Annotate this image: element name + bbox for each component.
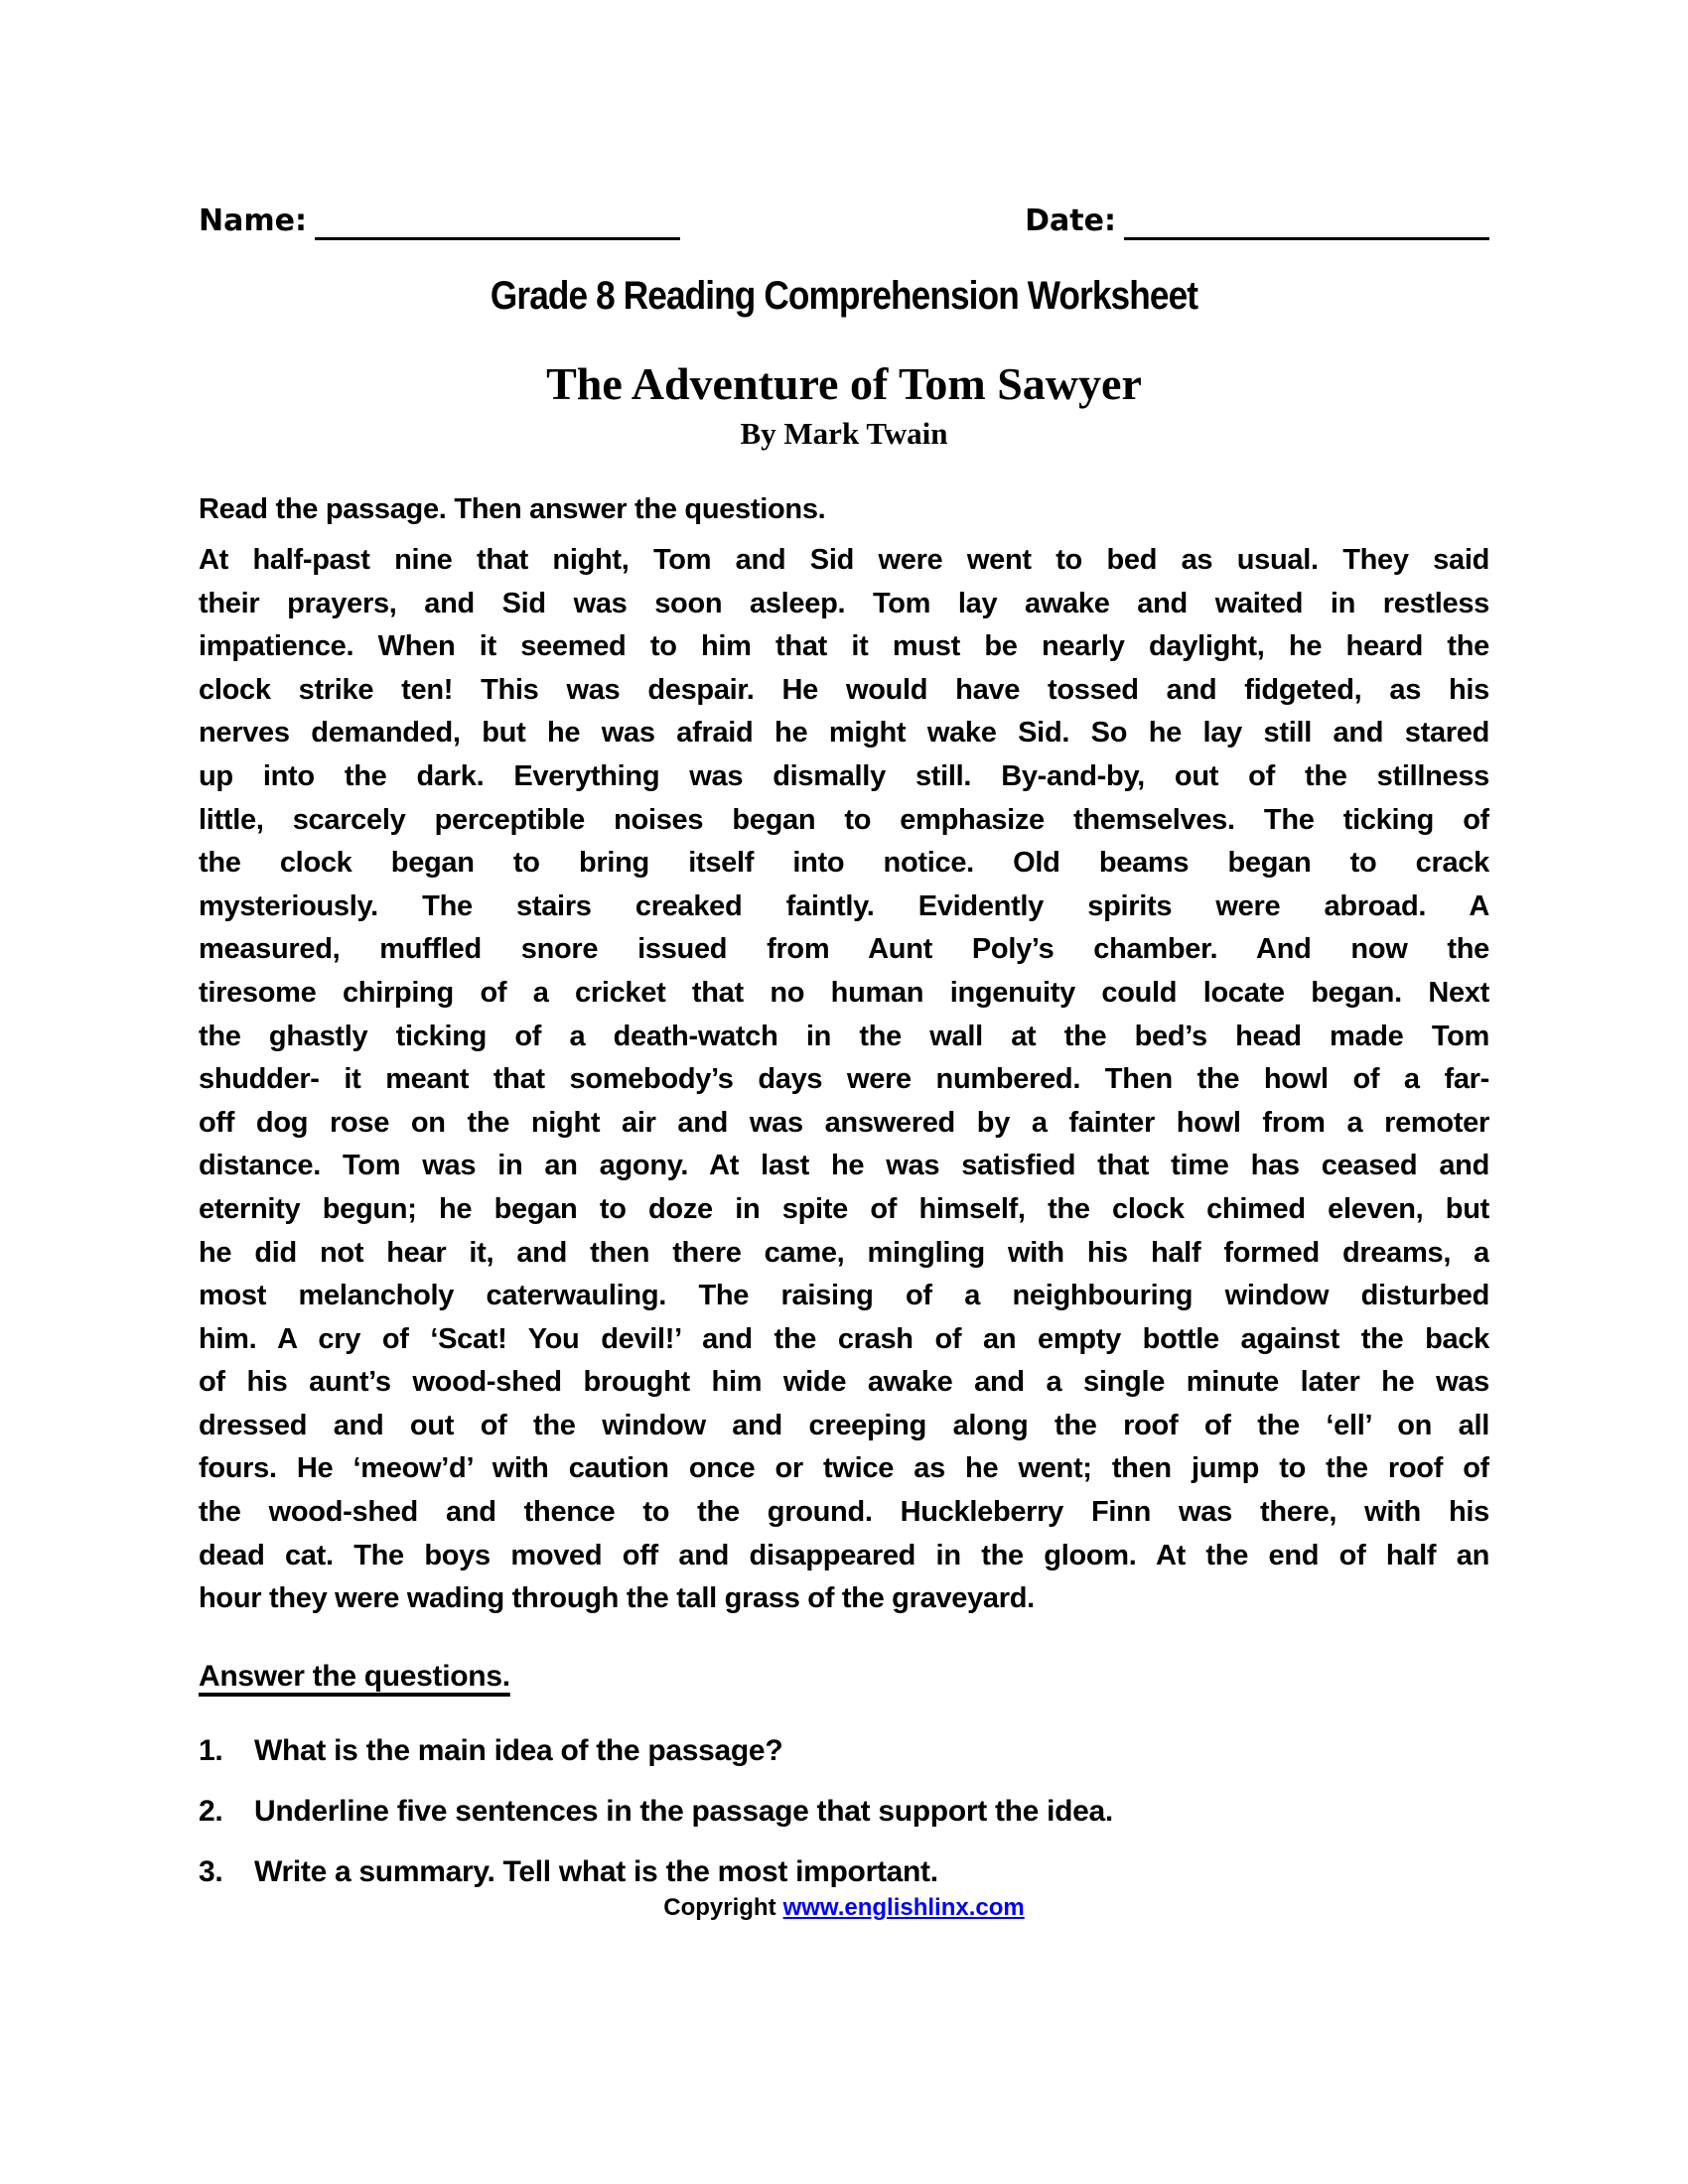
- question-number: 2.: [199, 1795, 223, 1828]
- passage-title: The Adventure of Tom Sawyer: [546, 358, 1142, 409]
- passage-line: little, scarcely perceptible noises began to emphasize themselves. The ticking of: [199, 803, 1489, 836]
- passage-line: off dog rose on the night air and was answered by a fainter howl from a remoter: [199, 1106, 1489, 1139]
- date-label: Date:: [1025, 204, 1116, 238]
- passage-line: dressed and out of the window and creeping along the roof of the ‘ell’ on all: [199, 1409, 1489, 1441]
- passage-line: eternity begun; he began to doze in spite of himself, the clock chimed eleven, but: [199, 1192, 1489, 1225]
- passage-line: up into the dark. Everything was dismally still. By-and-by, out of the stillness: [199, 759, 1489, 792]
- copyright-line: [0, 1894, 1688, 1922]
- question-item: [199, 1734, 1489, 1768]
- passage-instructions: Read the passage. Then answer the questions.: [199, 493, 826, 525]
- passage-line: impatience. When it seemed to him that it must be nearly daylight, he heard the: [199, 630, 1489, 663]
- passage-line: shudder- it meant that somebody’s days were numbered. Then the howl of a far-: [199, 1063, 1489, 1096]
- passage-line: clock strike ten! This was despair. He would have tossed and fidgeted, as his: [199, 673, 1489, 706]
- name-blank-line[interactable]: [315, 237, 680, 240]
- passage-line: nerves demanded, but he was afraid he might wake Sid. So he lay still and stared: [199, 717, 1489, 750]
- copyright-link[interactable]: www.englishlinx.com: [782, 1894, 1025, 1921]
- passage-line: hour they were wading through the tall grass of the graveyard.: [199, 1582, 1035, 1615]
- question-number: 3.: [199, 1855, 223, 1888]
- passage-line: mysteriously. The stairs creaked faintly. Evidently spirits were abroad. A: [199, 889, 1489, 922]
- passage-line: their prayers, and Sid was soon asleep. Tom lay awake and waited in restless: [199, 587, 1489, 619]
- date-blank-line[interactable]: [1124, 237, 1489, 240]
- answer-questions-heading: Answer the questions.: [199, 1660, 510, 1693]
- passage-text: [199, 539, 1489, 1621]
- question-text: Write a summary. Tell what is the most important.: [254, 1855, 938, 1888]
- date-field: [1025, 204, 1489, 240]
- question-item: [199, 1795, 1489, 1829]
- copyright-label: Copyright: [663, 1894, 776, 1921]
- question-item: [199, 1855, 1489, 1889]
- passage-line: At half-past nine that night, Tom and Sid were went to bed as usual. They said: [199, 544, 1489, 576]
- passage-line: he did not hear it, and then there came, mingling with his half formed dreams, a: [199, 1236, 1489, 1269]
- name-field: [199, 204, 680, 240]
- question-text: Underline five sentences in the passage that support the idea.: [254, 1795, 1113, 1828]
- questions-list: [199, 1734, 1489, 1916]
- header-row: [199, 204, 1489, 240]
- passage-line: the ghastly ticking of a death-watch in the wall at the bed’s head made Tom: [199, 1020, 1489, 1052]
- passage-line: him. A cry of ‘Scat! You devil!’ and the crash of an empty bottle against the back: [199, 1322, 1489, 1355]
- passage-line: dead cat. The boys moved off and disappeared in the gloom. At the end of half an: [199, 1539, 1489, 1571]
- worksheet-title: Grade 8 Reading Comprehension Worksheet: [490, 274, 1198, 318]
- passage-line: tiresome chirping of a cricket that no human ingenuity could locate began. Next: [199, 976, 1489, 1009]
- passage-line: the wood-shed and thence to the ground. Huckleberry Finn was there, with his: [199, 1496, 1489, 1529]
- passage-line: fours. He ‘meow’d’ with caution once or twice as he went; then jump to the roof of: [199, 1452, 1489, 1485]
- passage-line: the clock began to bring itself into notice. Old beams began to crack: [199, 847, 1489, 880]
- name-label: Name:: [199, 204, 307, 238]
- passage-byline: By Mark Twain: [740, 416, 948, 451]
- passage-line: of his aunt’s wood-shed brought him wide awake and a single minute later he was: [199, 1366, 1489, 1399]
- passage-line: most melancholy caterwauling. The raising of a neighbouring window disturbed: [199, 1280, 1489, 1312]
- question-text: What is the main idea of the passage?: [254, 1734, 783, 1767]
- passage-line: distance. Tom was in an agony. At last he was satisfied that time has ceased and: [199, 1150, 1489, 1182]
- passage-line: measured, muffled snore issued from Aunt Poly’s chamber. And now the: [199, 933, 1489, 966]
- question-number: 1.: [199, 1734, 223, 1767]
